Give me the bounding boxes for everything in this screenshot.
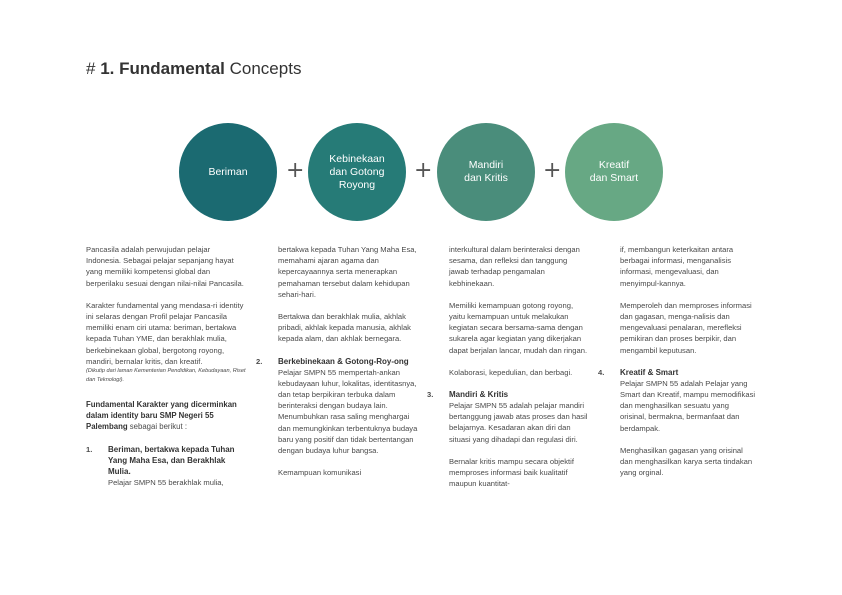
paragraph: Kolaborasi, kepedulian, dan berbagi. — [449, 367, 573, 377]
list-item-3 — [427, 389, 589, 445]
paragraph: Karakter fundamental yang mendasa-ri identity ini selaras dengan Profil pelajar Pancasila memiliki enam ciri utama: beriman, bertakwa kepada Tuhan YME, dan berakhlak mulia, berkebinekaan global, bergotong royong, mandiri, bernalar kritis, dan kreatif. — [86, 300, 244, 366]
title-bold: 1. Fundamental — [100, 59, 225, 78]
circle-label: Kebinekaan dan Gotong Royong — [329, 152, 385, 191]
lead-rest: sebagai berikut : — [127, 422, 187, 432]
text-column-1 — [86, 244, 246, 488]
circle-label: Beriman — [208, 165, 248, 178]
item-text: Pelajar SMPN 55 adalah Pelajar yang Smart dan Kreatif, mampu memodifikasi dan menghasilkan sesuatu yang orisinal, bermakna, bermanfaat dan berdampak. — [620, 378, 756, 433]
plus-sign: + — [286, 158, 305, 183]
text-column-3 — [427, 244, 589, 500]
list-item-4 — [598, 367, 756, 434]
item-title: Mandiri & Kritis — [449, 390, 509, 400]
page-title — [86, 59, 301, 79]
paragraph: bertakwa kepada Tuhan Yang Maha Esa, memahami ajaran agama dan kepercayaannya serta menerapkan pemahaman tersebut dalam kehidupan sehari-hari. — [278, 245, 417, 299]
item-number: 4. — [598, 367, 605, 377]
paragraph: if, membangun keterkaitan antara berbagai informasi, menganalisis informasi, mengevaluasi, dan menyimpul-kannya. — [620, 245, 734, 288]
plus-sign: + — [414, 158, 433, 183]
circle-mandiri — [437, 123, 535, 221]
text-column-4 — [598, 244, 756, 489]
title-hash: # — [86, 59, 96, 78]
title-rest: Concepts — [229, 59, 302, 78]
circle-beriman — [179, 123, 277, 221]
source-note: (Dikutip dari laman Kementerian Pendidikan, Kebudayaan, Riset dan Teknologi). — [86, 368, 246, 384]
plus-sign: + — [543, 158, 562, 183]
lead-bold: Fundamental Karakter yang dicerminkan dalam identity baru SMP Negeri 55 Palembang — [86, 400, 237, 432]
list-item-2 — [256, 356, 421, 457]
paragraph: Kemampuan komunikasi — [278, 468, 362, 478]
lead-paragraph — [86, 399, 246, 433]
item-text: Pelajar SMPN 55 mempertah-ankan kebudayaan luhur, lokalitas, identitasnya, dan tetap berpikiran terbuka dalam berinteraksi dengan budaya lain. Menumbuhkan rasa saling menghargai dan memungkinkan terbentuknya budaya baru yang positif dan tidak bertentangan dengan budaya luhur bangsa. — [278, 367, 418, 456]
circle-kreatif — [565, 123, 663, 221]
paragraph: Bernalar kritis mampu secara objektif memproses informasi baik kualitatif maupun kuantitat- — [449, 456, 574, 489]
text-column-2 — [256, 244, 421, 489]
item-title: Beriman, bertakwa kepada Tuhan Yang Maha Esa, dan Berakhlak Mulia. — [108, 444, 235, 476]
item-number: 1. — [86, 444, 93, 454]
item-text: Pelajar SMPN 55 adalah pelajar mandiri bertanggung jawab atas proses dan hasil belajarnya. Kesadaran akan diri dan situasi yang dihadapi dan regulasi diri. — [449, 401, 588, 444]
item-number: 2. — [256, 356, 263, 366]
list-item-1 — [86, 444, 246, 488]
paragraph: Memiliki kemampuan gotong royong, yaitu kemampuan untuk melakukan kegiatan secara bersama-sama dengan sukarela agar kegiatan yang dikerjakan dapat berjalan lancar, mudah dan ringan. — [449, 300, 588, 355]
circle-kebinekaan — [308, 123, 406, 221]
circle-label: Mandiri dan Kritis — [464, 159, 508, 184]
item-title: Kreatif & Smart — [620, 367, 679, 377]
paragraph: Menghasilkan gagasan yang orisinal dan menghasilkan karya serta tindakan yang orginal. — [620, 445, 753, 478]
circle-label: Kreatif dan Smart — [589, 159, 639, 184]
paragraph: Pancasila adalah perwujudan pelajar Indonesia. Sebagai pelajar sepanjang hayat yang memiliki kompetensi global dan berperilaku sesuai dengan nilai-nilai Pancasila. — [86, 245, 244, 288]
item-number: 3. — [427, 390, 434, 400]
item-title: Berkebinekaan & Gotong-Roy-ong — [278, 356, 409, 366]
paragraph: Memperoleh dan memproses informasi dan gagasan, menga-nalisis dan mengevaluasi penalaran, merefleksi pemikiran dan proses berpikir, dan mengambil keputusan. — [620, 300, 752, 355]
paragraph: Bertakwa dan berakhlak mulia, akhlak pribadi, akhlak kepada manusia, akhlak kepada alam, dan akhlak bernegara. — [278, 312, 411, 344]
item-text: Pelajar SMPN 55 berakhlak mulia, — [108, 477, 224, 487]
paragraph: interkultural dalam berinteraksi dengan sesama, dan refleksi dan tanggung jawab terhadap pengamalan kebhinekaan. — [449, 245, 580, 288]
